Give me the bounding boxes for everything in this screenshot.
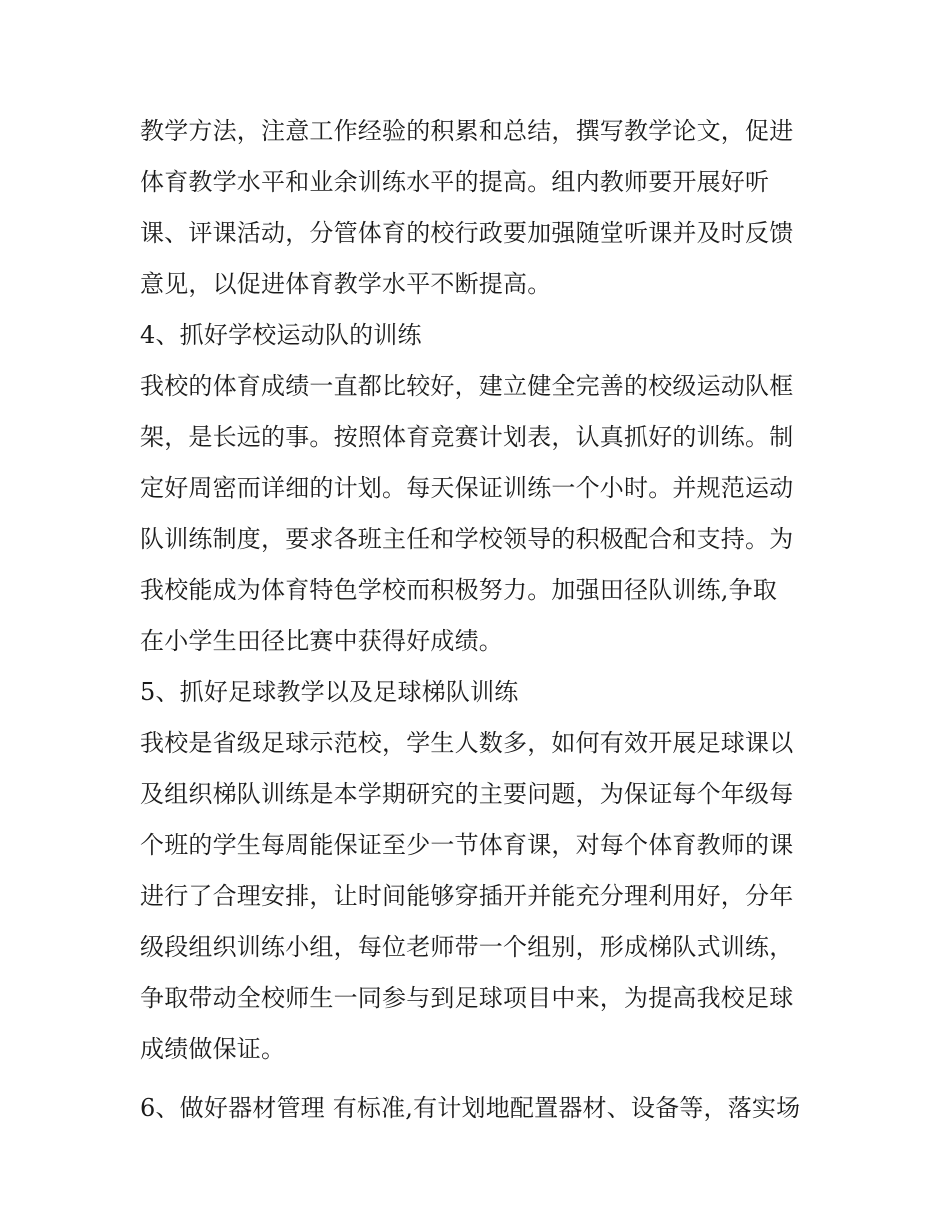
paragraph-line: 个班的学生每周能保证至少一节体育课，对每个体育教师的课 [140,831,794,859]
paragraph-line: 在小学生田径比赛中获得好成绩。 [140,627,503,655]
paragraph-line: 意见，以促进体育教学水平不断提高。 [140,270,552,298]
paragraph-line: 体育教学水平和业余训练水平的提高。组内教师要开展好听 [140,168,770,196]
paragraph-line: 定好周密而详细的计划。每天保证训练一个小时。并规范运动 [140,474,794,502]
document-body [140,106,820,1134]
paragraph-line: 我校能成为体育特色学校而积极努力。加强田径队训练,争取 [140,576,778,604]
paragraph-line: 我校的体育成绩一直都比较好，建立健全完善的校级运动队框 [140,372,794,400]
paragraph-line: 及组织梯队训练是本学期研究的主要问题，为保证每个年级每 [140,780,794,808]
paragraph-line: 我校是省级足球示范校，学生人数多，如何有效开展足球课以 [140,729,794,757]
paragraph-line: 级段组织训练小组，每位老师带一个组别，形成梯队式训练， [140,933,794,961]
paragraph-line: 成绩做保证。 [140,1035,286,1063]
paragraph-line: 争取带动全校师生一同参与到足球项目中来，为提高我校足球 [140,984,794,1012]
paragraph-line: 课、评课活动，分管体育的校行政要加强随堂听课并及时反馈 [140,219,794,247]
section-heading: 6、做好器材管理 有标准,有计划地配置器材、设备等，落实场 [140,1094,801,1122]
paragraph-line: 队训练制度，要求各班主任和学校领导的积极配合和支持。为 [140,525,794,553]
paragraph-line: 架，是长远的事。按照体育竞赛计划表，认真抓好的训练。制 [140,423,794,451]
section-heading: 4、抓好学校运动队的训练 [140,321,422,349]
section-heading: 5、抓好足球教学以及足球梯队训练 [140,678,519,706]
paragraph-line: 进行了合理安排，让时间能够穿插开并能充分理利用好，分年 [140,882,794,910]
paragraph-line: 教学方法，注意工作经验的积累和总结，撰写教学论文，促进 [140,117,794,145]
paragraph-spacer [140,1075,820,1083]
